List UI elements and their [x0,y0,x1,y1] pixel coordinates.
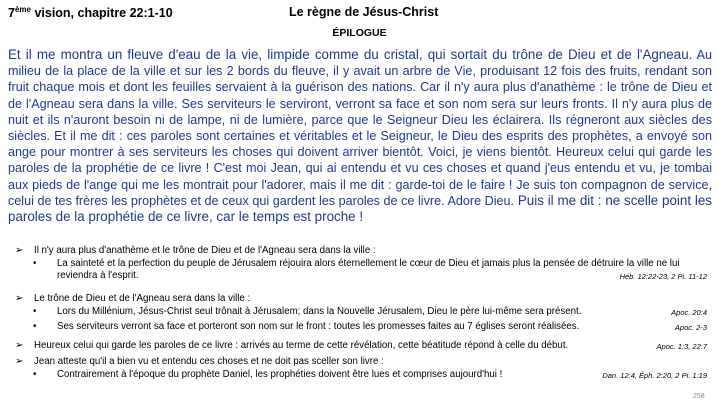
bullet-point [15,245,711,283]
dot-bullet-icon: • [33,321,37,332]
sub-bullet-text: Ses serviteurs verront sa face et porteront son nom sur le front : toutes les promesses faites au 7 églises seront réalisées. [57,321,580,332]
bullet-point [15,356,711,381]
sub-bullet-text: Contrairement à l'époque du prophète Daniel, les prophéties doivent être lues et comprises aujourd'hui ! [57,368,503,380]
page-title: Le règne de Jésus-Christ [289,5,439,19]
bible-reference: Apoc. 1:3, 22:7 [656,342,707,351]
sub-bullet-text: Lors du Millénium, Jésus-Christ seul trônait à Jérusalem; dans la Nouvelle Jérusalem, Dieu le père lui-même sera présent. [57,305,582,317]
arrow-bullet-icon: ➢ [15,293,24,304]
bullet-text: Le trône de Dieu et de l'Agneau sera dans la ville : [34,293,251,304]
scripture-paragraph [8,47,712,225]
sub-bullet [33,305,711,319]
bible-reference: Apoc. 2-3 [674,323,707,332]
bible-reference: Héb. 12:22-23, 2 Pi. 11-12 [619,271,707,281]
arrow-bullet-icon: ➢ [15,340,24,351]
sub-bullet [33,257,711,283]
bullet-point [15,340,711,353]
bullet-text: Il n'y aura plus d'anathème et le trône de Dieu et de l'Agneau sera dans la ville : [34,245,376,256]
arrow-bullet-icon: ➢ [15,356,24,367]
paragraph-tail: Puis il me dit : ne scelle point les paroles de la prophétie de ce livre, car le temps est proche ! [8,192,712,225]
paragraph-lead: Et il me montra un fleuve d'eau de la vie, limpide comme du cristal, qui sortait du trône de Dieu et de l'Agneau. [8,47,693,62]
page-number: 258 [693,393,705,400]
bullet-text: Jean atteste qu'il a bien vu et entendu ces choses et ne doit pas sceller son livre : [34,356,384,367]
bullet-point [15,293,711,334]
section-subtitle: ÉPILOGUE [332,27,387,39]
bible-reference: Dan. 12:4, Éph. 2:20, 2 Pi. 1:19 [602,370,707,380]
paragraph-body: Au milieu de la place de la ville et sur les 2 bords du fleuve, il y avait un arbre de Vie, produisant 12 fois des fruits, rendant son fruit chaque mois et dont les feuilles servaient à la guérison des nations. Car il n'y aura plus d'anathème : le trône de Dieu et de l'Agneau sera dans la ville. Ses serviteurs le serviront, verront sa face et son nom sera sur leurs fronts. Il n'y aura plus de nuit et ils n'auront besoin ni de lampe, ni de lumière, parce que le Seigneur Dieu les éclairera. Ils régneront aux siècles des siècles. Et il me dit : ces paroles sont certaines et véritables et le Seigneur, le Dieu des esprits des prophètes, a envoyé son ange pour montrer à ses serviteurs les choses qui doivent arriver bientôt. Voici, je viens bientôt. Heureux celui qui garde les paroles de la prophétie de ce livre ! C'est moi Jean, qui ai entendu et vu ces choses et quand j'eus entendu et vu, je tombai aux pieds de l'ange qui me les montrait pour l'adorer, mais il me dit : garde-toi de le faire ! Je suis ton compagnon de service, celui de tes frères les prophètes et de ceux qui gardent les paroles de ce livre. Adore Dieu. [8,48,712,208]
arrow-bullet-icon: ➢ [15,245,24,256]
vision-heading: 7ème vision, chapitre 22:1-10 [8,5,173,21]
sub-bullet [33,368,711,382]
bullet-text: Heureux celui qui garde les paroles de ce livre : arrivés au terme de cette révélation, cette béatitude répond à celle du début. [34,340,569,351]
sub-bullet [33,321,711,334]
dot-bullet-icon: • [33,305,37,317]
bible-reference: Apoc. 20:4 [671,307,707,317]
dot-bullet-icon: • [33,368,37,380]
sub-bullet-text: La sainteté et la perfection du peuple de Jérusalem réjouira alors éternellement le cœur de Dieu et jamais plus la pensée de détruire la ville ne lui reviendra à l'esprit. [57,257,680,281]
dot-bullet-icon: • [33,257,37,269]
